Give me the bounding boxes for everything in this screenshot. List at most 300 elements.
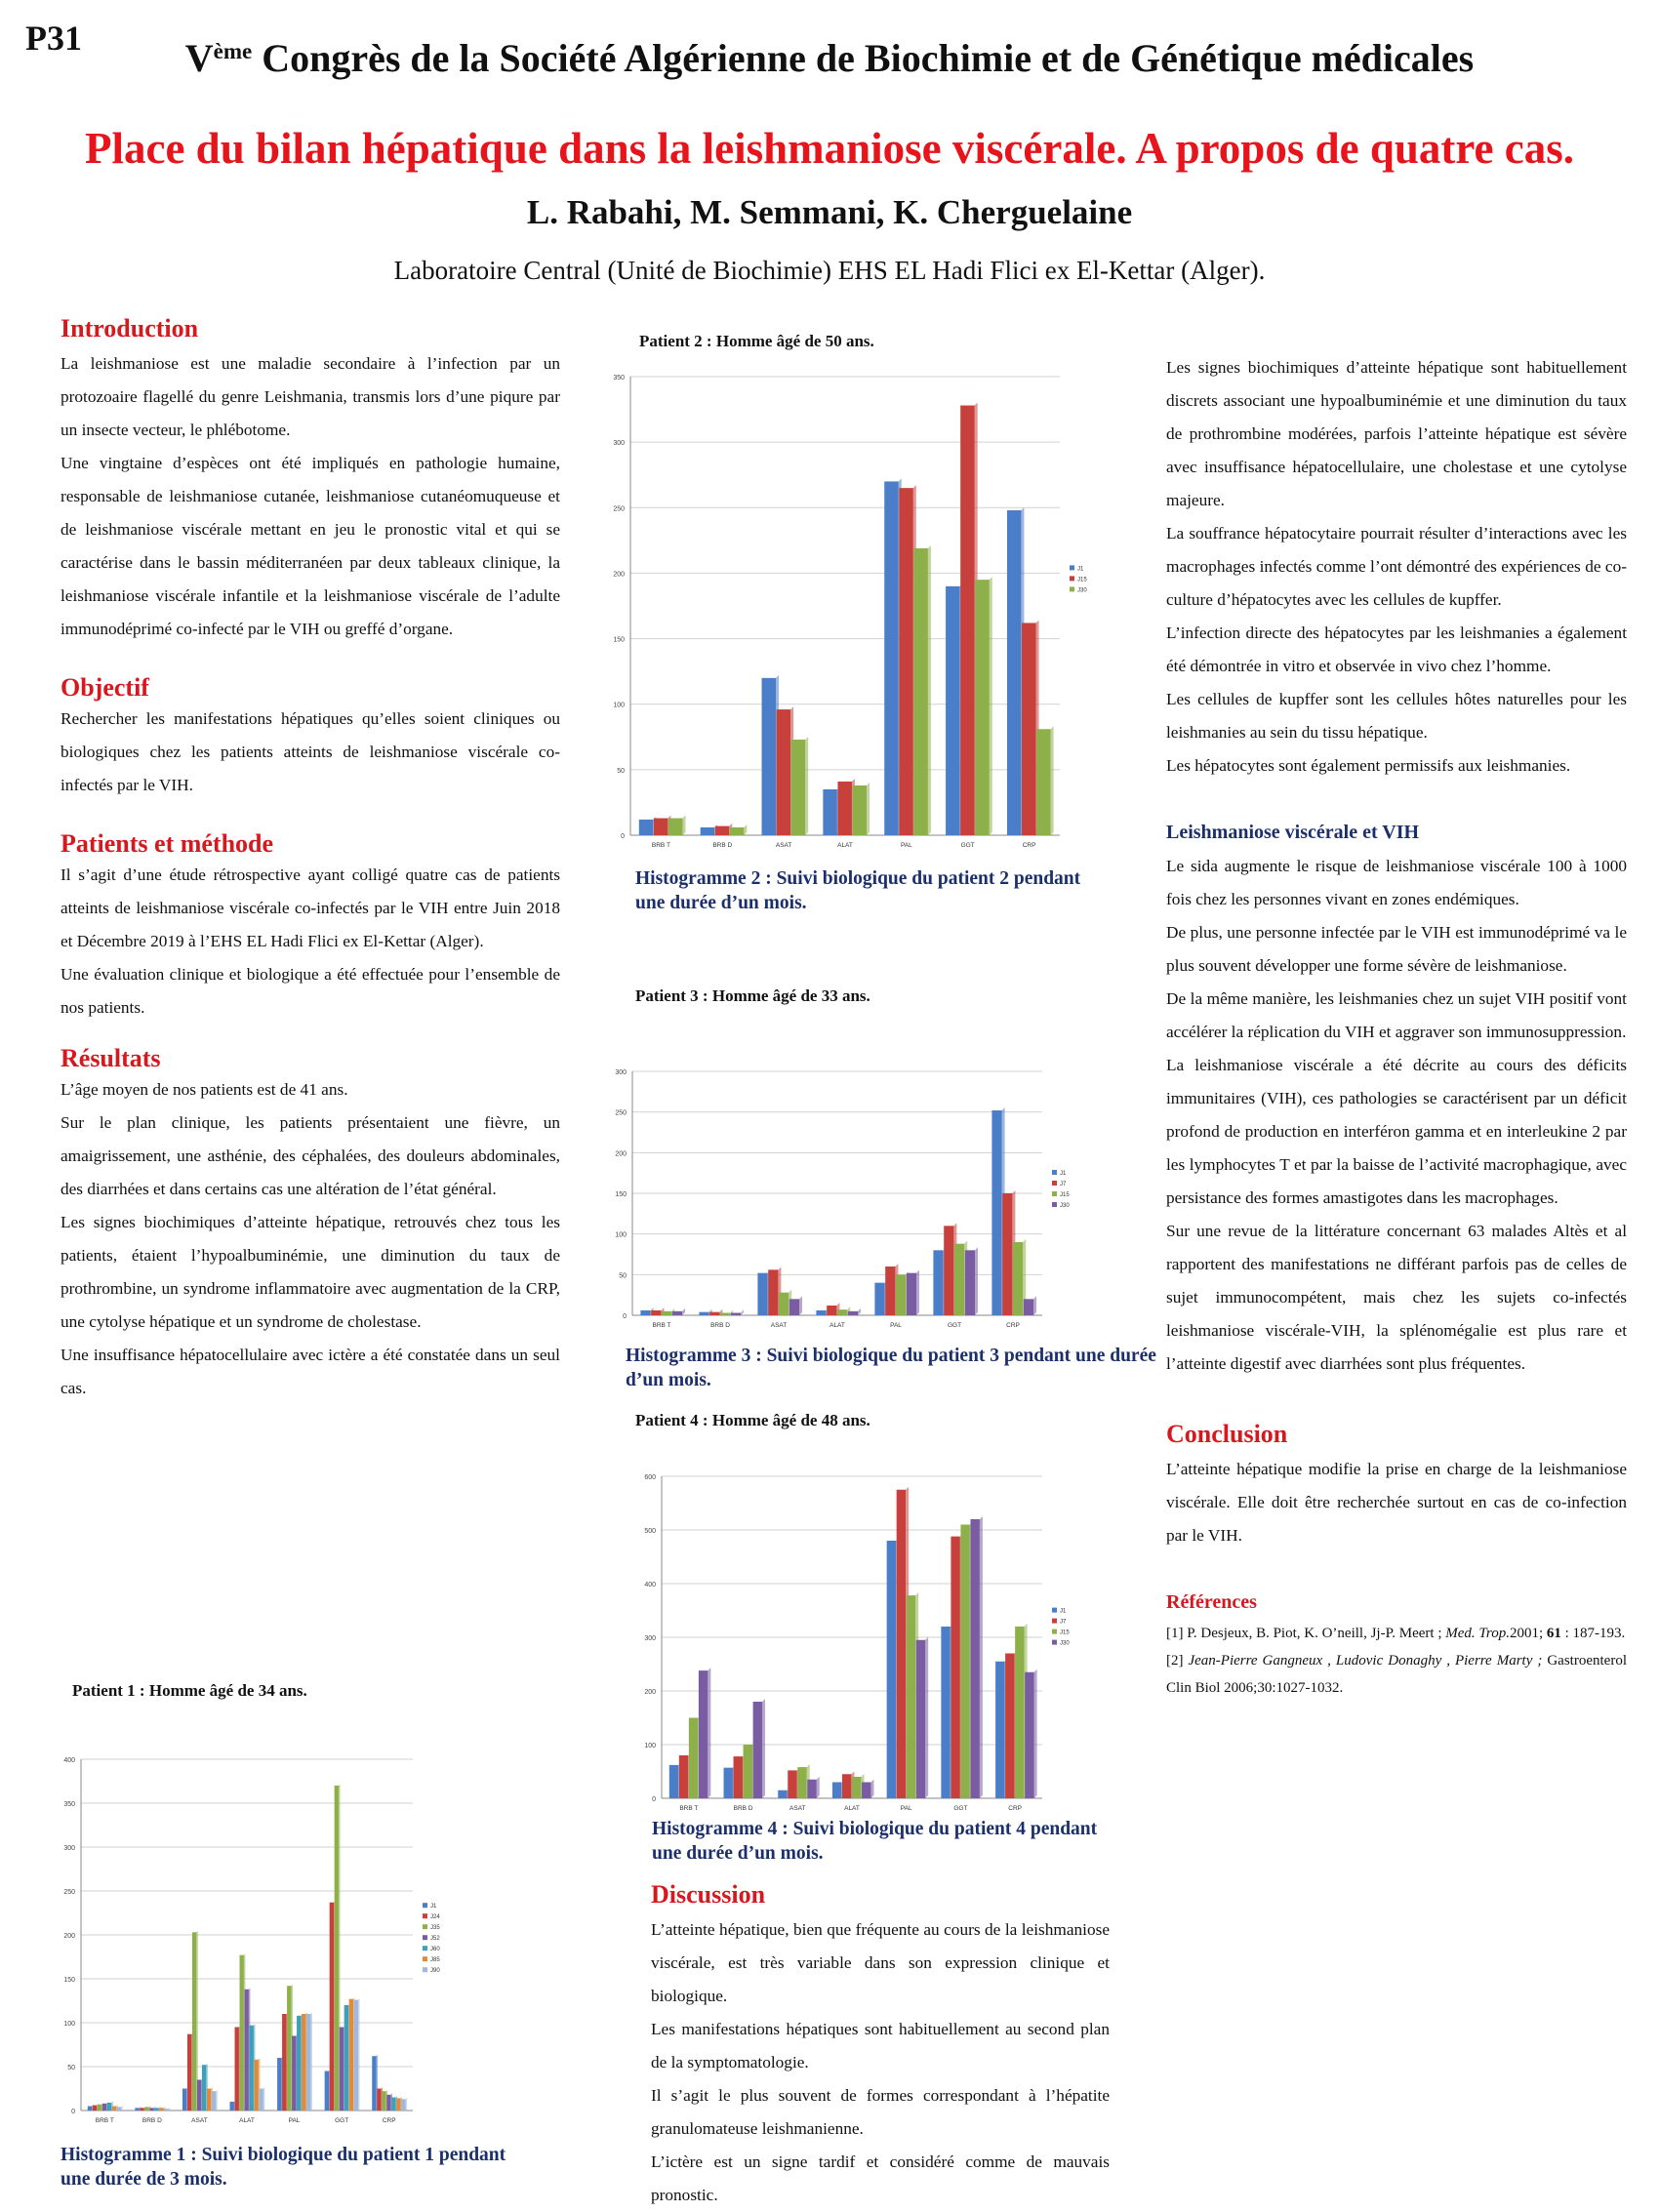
reference-1 (1166, 1620, 1627, 1647)
y-tick-label: 400 (644, 1582, 656, 1589)
y-tick-label: 150 (615, 1191, 627, 1198)
y-tick-label: 50 (617, 767, 625, 775)
y-tick-label: 100 (644, 1743, 656, 1749)
bar-shade (406, 2098, 407, 2111)
bar-J35-BRB-D (144, 2107, 148, 2111)
bar-J15-GGT (960, 1525, 969, 1799)
bar-J35-GGT (335, 1786, 339, 2111)
references-heading: Références (1166, 1591, 1257, 1613)
legend-swatch (1070, 565, 1074, 570)
bar-J30-ALAT (848, 1311, 858, 1315)
bar-J30-BRB-T (672, 1311, 682, 1315)
legend-label: J1 (1060, 1171, 1067, 1177)
bar-J30-CRP (1025, 1672, 1033, 1798)
bar-J7-CRP (1002, 1193, 1012, 1315)
x-tick-label: GGT (960, 842, 975, 849)
bar-J1-CRP (995, 1662, 1004, 1798)
bar-J60-CRP (391, 2098, 395, 2111)
bar-J24-ASAT (187, 2034, 191, 2111)
bar-J1-ASAT (757, 1273, 767, 1315)
ref1-volume: 61 (1546, 1626, 1561, 1641)
y-tick-label: 250 (613, 505, 625, 513)
ref1-authors: [1] P. Desjeux, B. Piot, K. O’neill, Jj-P. Meert ; (1166, 1626, 1446, 1641)
y-tick-label: 600 (644, 1474, 656, 1481)
y-tick-label: 150 (613, 636, 625, 644)
bar-J85-ASAT (207, 2089, 211, 2111)
bar-J35-CRP (382, 2091, 385, 2111)
bar-J15-BRB-D (720, 1313, 730, 1316)
bar-J30-CRP (1036, 729, 1050, 835)
legend-swatch (423, 1913, 427, 1918)
bar-J52-ALAT (245, 1990, 249, 2111)
legend-label: J30 (1060, 1203, 1070, 1209)
resultats-p4: Une insuffisance hépatocellulaire avec ictère a été constatée dans un seul cas. (61, 1346, 560, 1397)
x-tick-label: BRB D (142, 2117, 162, 2124)
bar-J1-CRP (372, 2056, 376, 2111)
bar-J7-BRB-D (709, 1312, 719, 1315)
bar-J1-BRB-D (135, 2108, 139, 2111)
reference-2 (1166, 1647, 1627, 1702)
bar-shade (916, 1270, 919, 1315)
bar-J24-ALAT (235, 2028, 239, 2111)
resultats-p2: Sur le plan clinique, les patients présentaient une fièvre, un amaigrissement, une asthénie, des céphalées, des douleurs abdominales, des diarrhées et dans certains cas une altération de l’état général. (61, 1113, 560, 1198)
legend-label: J85 (430, 1957, 440, 1964)
legend-swatch (1052, 1640, 1057, 1645)
bar-J1-PAL (887, 1541, 896, 1798)
x-tick-label: GGT (953, 1805, 968, 1812)
bar-J7-BRB-T (651, 1310, 661, 1315)
bar-J7-ASAT (768, 1269, 778, 1315)
bar-J30-BRB-D (753, 1702, 762, 1798)
bar-J60-ALAT (249, 2026, 253, 2111)
legend-label: J52 (430, 1936, 440, 1943)
y-tick-label: 300 (613, 440, 625, 448)
bar-shade (975, 1247, 978, 1315)
bar-J60-BRB-D (154, 2108, 158, 2111)
bar-J52-BRB-D (149, 2108, 153, 2111)
legend-label: J30 (1077, 587, 1087, 594)
x-tick-label: GGT (947, 1322, 962, 1329)
legend-label: J15 (1077, 577, 1087, 583)
bar-J30-GGT (970, 1519, 979, 1798)
bar-shade (744, 824, 747, 835)
left-column (61, 314, 560, 1405)
bar-J35-BRB-T (98, 2105, 101, 2111)
congress-sup: ème (213, 39, 253, 63)
bar-shade (858, 1308, 861, 1315)
x-tick-label: ASAT (789, 1805, 806, 1812)
discussion-p2: Les manifestations hépatiques sont habituellement au second plan de la symptomatologie. (651, 2020, 1110, 2071)
bar-shade (817, 1777, 820, 1798)
bar-J15-ALAT (837, 1309, 847, 1315)
bar-J30-BRB-T (699, 1670, 708, 1798)
bar-J1-BRB-D (724, 1768, 733, 1798)
bar-shade (762, 1699, 765, 1798)
bar-J30-ASAT (807, 1780, 816, 1798)
bar-J52-GGT (340, 2028, 344, 2111)
y-tick-label: 200 (644, 1689, 656, 1696)
bar-J7-GGT (951, 1537, 959, 1798)
bar-J1-ALAT (816, 1310, 826, 1315)
bar-J1-GGT (325, 2071, 329, 2111)
congress-rest: Congrès de la Société Algérienne de Biochimie et de Génétique médicales (252, 36, 1475, 80)
bar-J30-PAL (913, 548, 927, 835)
bar-J1-BRB-T (639, 820, 653, 835)
bar-J85-PAL (302, 2014, 305, 2111)
bar-J52-BRB-T (102, 2104, 106, 2111)
introduction-p1: La leishmaniose est une maladie secondaire à l’infection par un protozoaire flagellé du genre Leishmania, transmis lors d’une piqure par un insecte vecteur, le phlébotome. (61, 354, 560, 439)
bar-shade (928, 545, 931, 835)
bar-J30-ALAT (862, 1783, 870, 1799)
histogram-1-chart (54, 1751, 464, 2132)
bar-J7-BRB-D (734, 1756, 743, 1798)
bar-J7-CRP (1005, 1654, 1014, 1799)
x-tick-label: PAL (890, 1322, 902, 1329)
y-tick-label: 200 (63, 1933, 75, 1940)
right-p2: La souffrance hépatocytaire pourrait résulter d’interactions avec les macrophages infectés comme l’ont démontré des expériences de co-culture d’hépatocytes avec les cellules de kupffer. (1166, 524, 1627, 609)
methode-heading: Patients et méthode (61, 829, 274, 858)
legend-swatch (1052, 1619, 1057, 1624)
bar-J1-ASAT (778, 1790, 787, 1798)
y-tick-label: 0 (71, 2109, 75, 2115)
bar-J15-GGT (960, 406, 974, 835)
discussion-p4: L’ictère est un signe tardif et considéré comme de mauvais pronostic. (651, 2152, 1110, 2204)
bar-J60-ASAT (202, 2065, 206, 2111)
bar-J15-BRB-T (654, 819, 668, 835)
y-tick-label: 400 (63, 1757, 75, 1764)
bar-J30-ALAT (853, 785, 867, 835)
y-tick-label: 250 (63, 1889, 75, 1896)
bar-J90-GGT (354, 2000, 358, 2111)
congress-title (0, 35, 1659, 81)
legend-swatch (423, 1967, 427, 1972)
congress-roman: V (184, 36, 214, 80)
resultats-heading: Résultats (61, 1044, 161, 1072)
histogram-1-caption: Histogramme 1 : Suivi biologique du patient 1 pendant une durée de 3 mois. (61, 2145, 506, 2190)
vih-p3: De la même manière, les leishmanies chez un sujet VIH positif vont accélérer la réplication du VIH et aggraver son immunosuppression. (1166, 989, 1627, 1041)
x-tick-label: PAL (900, 1805, 912, 1812)
bar-J15-PAL (896, 1274, 906, 1315)
y-tick-label: 150 (63, 1977, 75, 1984)
bar-J15-PAL (907, 1595, 915, 1798)
bar-J30-PAL (916, 1640, 925, 1798)
bar-J24-BRB-T (93, 2106, 97, 2111)
bar-shade (708, 1668, 710, 1798)
bar-J15-GGT (954, 1244, 964, 1315)
bar-shade (682, 816, 685, 835)
y-tick-label: 300 (615, 1069, 627, 1076)
bar-shade (870, 1780, 873, 1799)
legend-swatch (423, 1956, 427, 1961)
x-tick-label: PAL (900, 842, 912, 849)
bar-J90-ASAT (212, 2091, 216, 2111)
y-tick-label: 500 (644, 1528, 656, 1535)
y-tick-label: 50 (619, 1272, 627, 1280)
discussion-p3: Il s’agit le plus souvent de formes correspondant à l’hépatite granulomateuse leishmanienne. (651, 2086, 1110, 2138)
bar-J1-BRB-T (640, 1310, 650, 1315)
x-tick-label: BRB D (710, 1322, 730, 1329)
x-tick-label: BRB T (652, 1322, 671, 1329)
bar-J15-ALAT (837, 782, 851, 835)
affiliation: Laboratoire Central (Unité de Biochimie) EHS EL Hadi Flici ex El-Kettar (Alger). (393, 256, 1266, 285)
legend-label: J1 (1077, 566, 1084, 573)
legend-swatch (1070, 576, 1074, 581)
y-tick-label: 350 (613, 375, 625, 382)
discussion-heading: Discussion (651, 1880, 766, 1909)
histogram-3-caption: Histogramme 3 : Suivi biologique du patient 3 pendant une durée d’un mois. (626, 1346, 1156, 1390)
bar-J52-PAL (292, 2036, 296, 2111)
bar-J24-CRP (377, 2089, 381, 2111)
bar-J1-PAL (277, 2058, 281, 2111)
bar-shade (741, 1310, 744, 1316)
x-tick-label: ASAT (191, 2117, 208, 2124)
authors: L. Rabahi, M. Semmani, K. Cherguelaine (526, 193, 1133, 231)
bar-J1-GGT (933, 1250, 943, 1315)
bar-J30-BRB-T (668, 819, 682, 835)
methode-p2: Une évaluation clinique et biologique a été effectuée pour l’ensemble de nos patients. (61, 965, 560, 1017)
bar-J85-BRB-T (112, 2107, 116, 2111)
y-tick-label: 50 (67, 2065, 75, 2071)
legend-label: J90 (430, 1968, 440, 1975)
bar-shade (980, 1516, 983, 1798)
patient-3-label: Patient 3 : Homme âgé de 33 ans. (635, 986, 870, 1005)
vih-p5: Sur une revue de la littérature concernant 63 malades Altès et al rapportent des manifestations ne différant parfois pas de celles de sujet immunocompétent, mais chez les sujets co-infectés leishmaniose viscérale-VIH, la splénomégalie est plus rare et l’atteinte digestif avec diarrhées sont plus fréquentes. (1166, 1222, 1627, 1373)
bar-J7-BRB-T (679, 1755, 688, 1798)
conclusion-heading: Conclusion (1166, 1420, 1288, 1448)
resultats-p3: Les signes biochimiques d’atteinte hépatique, retrouvés chez tous les patients, étaient l’hypoalbuminémie, une diminution du taux de prothrombine, un syndrome inflammatoire avec augmentation de la CRP, une cytolyse hépatique et un syndrome de cholestase. (61, 1213, 560, 1331)
bar-J1-ASAT (182, 2089, 186, 2111)
bar-J7-ASAT (788, 1770, 796, 1798)
legend-swatch (1052, 1202, 1057, 1207)
x-tick-label: ASAT (770, 1322, 788, 1329)
x-tick-label: ALAT (837, 842, 853, 849)
patient-1-label: Patient 1 : Homme âgé de 34 ans. (72, 1681, 307, 1700)
bar-shade (799, 1296, 802, 1315)
y-tick-label: 350 (63, 1801, 75, 1808)
x-tick-label: ALAT (239, 2117, 255, 2124)
discussion-p1: L’atteinte hépatique, bien que fréquente au cours de la leishmaniose viscérale, est très variable dans son expression clinique et biologique. (651, 1920, 1110, 2005)
x-tick-label: GGT (335, 2117, 349, 2124)
y-tick-label: 0 (621, 833, 625, 840)
legend-label: J15 (1060, 1192, 1070, 1198)
bar-shade (121, 2106, 122, 2111)
x-tick-label: PAL (288, 2117, 301, 2124)
bar-J15-ALAT (852, 1777, 861, 1798)
legend-label: J35 (430, 1925, 440, 1932)
y-tick-label: 200 (613, 571, 625, 579)
legend-swatch (1052, 1170, 1057, 1175)
legend-label: J7 (1060, 1619, 1067, 1626)
bar-shade (216, 2090, 217, 2111)
bar-shade (358, 1998, 359, 2111)
bar-shade (925, 1637, 928, 1798)
right-p4: Les cellules de kupffer sont les cellules hôtes naturelles pour les leishmanies au sein du tissu hépatique. (1166, 690, 1627, 742)
vih-p2: De plus, une personne infectée par le VIH est immunodéprimé va le plus souvent développer une forme sévère de leishmaniose. (1166, 923, 1627, 975)
patient-2-label: Patient 2 : Homme âgé de 50 ans. (639, 332, 874, 350)
bar-shade (1033, 1296, 1036, 1315)
legend-swatch (423, 1924, 427, 1929)
bar-J1-BRB-T (88, 2107, 92, 2111)
legend-swatch (423, 1903, 427, 1908)
discussion-section (651, 1880, 1110, 2212)
bar-J15-CRP (1015, 1627, 1024, 1798)
bar-shade (263, 2087, 264, 2111)
legend-label: J60 (430, 1947, 440, 1953)
legend-label: J24 (430, 1914, 440, 1921)
y-tick-label: 200 (615, 1150, 627, 1158)
right-p5: Les hépatocytes sont également permissifs aux leishmanies. (1166, 756, 1571, 775)
y-tick-label: 300 (644, 1635, 656, 1642)
bar-J85-CRP (396, 2098, 400, 2111)
bar-J1-CRP (991, 1110, 1001, 1315)
y-tick-label: 0 (623, 1313, 627, 1320)
bar-J1-BRB-T (669, 1765, 678, 1798)
bar-shade (990, 577, 992, 835)
legend-label: J7 (1060, 1182, 1067, 1187)
legend-swatch (423, 1935, 427, 1940)
bar-shade (1051, 726, 1054, 835)
bar-J35-ALAT (240, 1955, 244, 2111)
right-column (1166, 351, 1627, 1702)
methode-p1: Il s’agit d’une étude rétrospective ayant colligé quatre cas de patients atteints de leishmaniose viscérale co-infectés par le VIH entre Juin 2018 et Décembre 2019 à l’EHS EL Hadi Flici ex El-Kettar (Alger). (61, 865, 560, 950)
bar-J1-GGT (946, 586, 959, 835)
vih-p4: La leishmaniose viscérale a été décrite au cours des déficits immunitaires (VIH), ces pathologies se caractérisent par un déficit profond de production en interféron gamma et en interleukine 2 par les lymphocytes T et par la baisse de l’activité macrophagique, avec persistance des formes amastigotes dans les macrophages. (1166, 1056, 1627, 1207)
y-tick-label: 0 (652, 1796, 656, 1803)
patient-4-label: Patient 4 : Homme âgé de 48 ans. (635, 1411, 870, 1429)
bar-J1-CRP (1007, 510, 1021, 835)
bar-J24-BRB-D (140, 2108, 143, 2111)
x-tick-label: BRB D (733, 1805, 753, 1812)
legend-swatch (1052, 1191, 1057, 1196)
introduction-heading: Introduction (61, 314, 199, 342)
legend-swatch (423, 1946, 427, 1951)
x-tick-label: CRP (382, 2117, 396, 2124)
x-tick-label: CRP (1006, 1322, 1020, 1329)
bar-shade (805, 737, 808, 835)
x-tick-label: ALAT (844, 1805, 860, 1812)
bar-J1-ALAT (230, 2102, 234, 2111)
ref2-number: [2] (1166, 1653, 1189, 1669)
bar-J30-ASAT (789, 1299, 799, 1315)
poster-title: Place du bilan hépatique dans la leishmaniose viscérale. A propos de quatre cas. (84, 124, 1574, 173)
y-tick-label: 100 (63, 2021, 75, 2028)
legend-label: J1 (1060, 1608, 1067, 1615)
histogram-2-chart (603, 369, 1111, 857)
ref1-pages: : 187-193. (1560, 1626, 1626, 1641)
bar-J7-ALAT (842, 1774, 851, 1798)
conclusion-p1: L’atteinte hépatique modifie la prise en charge de la leishmaniose viscérale. Elle doit être recherchée surtout en cas de co-infection par le VIH. (1166, 1460, 1627, 1545)
bar-J90-BRB-D (164, 2109, 168, 2111)
bar-J15-CRP (1013, 1242, 1023, 1315)
histogram-3-chart (605, 1064, 1093, 1337)
bar-shade (867, 783, 870, 835)
bar-J35-ASAT (192, 1932, 196, 2111)
bar-J24-GGT (330, 1903, 334, 2111)
bar-J1-PAL (884, 481, 898, 835)
y-tick-label: 300 (63, 1845, 75, 1852)
resultats-p1: L’âge moyen de nos patients est de 41 ans. (61, 1080, 348, 1099)
bar-J90-ALAT (259, 2089, 263, 2111)
bar-J30-ASAT (791, 740, 805, 835)
bar-J85-BRB-D (159, 2108, 163, 2111)
bar-J1-PAL (874, 1283, 884, 1315)
bar-J15-PAL (899, 488, 912, 835)
legend-swatch (1052, 1629, 1057, 1634)
bar-J15-BRB-T (662, 1311, 671, 1315)
objectif-heading: Objectif (61, 673, 149, 702)
ref1-journal: Med. Trop. (1445, 1626, 1510, 1641)
bar-J30-GGT (965, 1250, 975, 1315)
bar-J90-CRP (401, 2099, 405, 2111)
bar-J30-GGT (975, 580, 989, 835)
bar-J30-BRB-D (731, 1313, 741, 1316)
bar-J15-ASAT (779, 1293, 789, 1315)
vih-p1: Le sida augmente le risque de leishmaniose viscérale 100 à 1000 fois chez les personnes vivant en zones endémiques. (1166, 857, 1627, 908)
bar-J90-BRB-T (117, 2107, 121, 2111)
histogram-2-caption: Histogramme 2 : Suivi biologique du patient 2 pendant une durée d’un mois. (635, 868, 1081, 913)
x-tick-label: BRB T (95, 2117, 114, 2124)
bar-shade (682, 1308, 685, 1315)
bar-J7-GGT (944, 1226, 953, 1315)
bar-J1-BRB-D (699, 1312, 708, 1315)
bar-J1-BRB-D (701, 827, 714, 835)
bar-J1-GGT (941, 1627, 950, 1798)
bar-J1-ASAT (762, 678, 776, 835)
bar-J52-CRP (386, 2095, 390, 2111)
bar-J60-PAL (297, 2016, 301, 2111)
bar-J15-BRB-T (689, 1718, 698, 1799)
bar-J1-ALAT (832, 1783, 841, 1799)
bar-J60-BRB-T (107, 2103, 111, 2111)
poster-id: P31 (25, 19, 82, 58)
introduction-p2: Une vingtaine d’espèces ont été impliqués en pathologie humaine, responsable de leishmaniose cutanée, leishmaniose cutanéomuqueuse et de leishmaniose viscérale mettant en jeu le pronostic vital et qui se caractérise dans le bassin méditerranéen par deux tableaux clinique, la leishmaniose viscérale infantile et la leishmaniose viscérale de l’adulte immunodéprimé co-infecté par le VIH ou greffé d’organe. (61, 454, 560, 638)
ref1-year: 2001; (1509, 1626, 1547, 1641)
bar-J60-GGT (344, 2005, 348, 2111)
bar-J30-PAL (907, 1273, 916, 1315)
x-tick-label: CRP (1022, 842, 1036, 849)
legend-swatch (1052, 1608, 1057, 1613)
ref2-source: Gastroenterol Clin Biol 2006;30:1027-1032. (1166, 1653, 1627, 1696)
bar-J7-PAL (897, 1490, 906, 1798)
ref2-authors: Jean-Pierre Gangneux , Ludovic Donaghy , Pierre Marty ; (1188, 1653, 1543, 1669)
bar-J30-BRB-D (730, 827, 744, 835)
y-tick-label: 250 (615, 1109, 627, 1117)
y-tick-label: 100 (613, 702, 625, 709)
bar-J15-ASAT (797, 1767, 806, 1798)
x-tick-label: CRP (1008, 1805, 1023, 1812)
bar-J90-PAL (306, 2014, 310, 2111)
histogram-4-caption: Histogramme 4 : Suivi biologique du patient 4 pendant une durée d’un mois. (652, 1819, 1098, 1864)
legend-label: J1 (430, 1904, 437, 1910)
bar-J85-ALAT (254, 2060, 258, 2111)
bar-shade (1034, 1669, 1037, 1798)
bar-J85-GGT (349, 1999, 353, 2111)
histogram-4-chart (634, 1468, 1093, 1820)
right-p3: L’infection directe des hépatocytes par les leishmanies a également été démontrée in vitro et observée in vivo chez l’homme. (1166, 623, 1627, 675)
x-tick-label: ALAT (830, 1322, 845, 1329)
bar-shade (310, 2013, 311, 2111)
legend-label: J15 (1060, 1629, 1070, 1636)
y-tick-label: 100 (615, 1231, 627, 1239)
bar-J15-BRB-D (715, 826, 729, 835)
bar-J7-ALAT (827, 1306, 836, 1315)
x-tick-label: BRB T (651, 842, 670, 849)
bar-J24-PAL (282, 2014, 286, 2111)
legend-swatch (1070, 586, 1074, 591)
bar-J7-PAL (885, 1267, 895, 1315)
bar-J35-PAL (287, 1986, 291, 2111)
bar-J15-ASAT (777, 709, 790, 835)
